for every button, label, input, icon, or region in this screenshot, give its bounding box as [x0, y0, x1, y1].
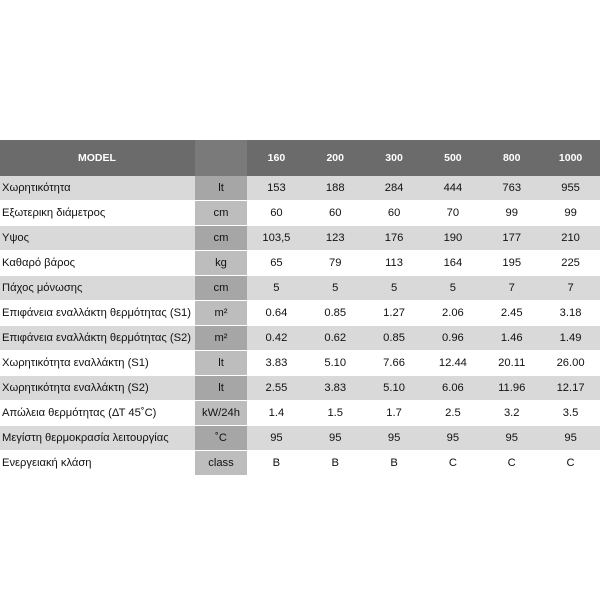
table-cell: 0.42 [247, 326, 306, 351]
table-cell: 11.96 [482, 376, 541, 401]
row-label: Επιφάνεια εναλλάκτη θερμότητας (S1) [0, 301, 195, 326]
table-cell: 95 [247, 426, 306, 451]
row-label: Ενεργειακή κλάση [0, 451, 195, 476]
table-cell: C [541, 451, 600, 476]
table-row [0, 451, 600, 476]
table-cell: 0.96 [423, 326, 482, 351]
row-unit: kW/24h [195, 401, 247, 426]
table-cell: 5.10 [306, 351, 365, 376]
table-cell: 70 [423, 201, 482, 226]
row-label: Επιφάνεια εναλλάκτη θερμότητας (S2) [0, 326, 195, 351]
table-row [0, 176, 600, 201]
table-cell: 0.85 [306, 301, 365, 326]
table-cell: 95 [482, 426, 541, 451]
row-label: Εξωτερικη διάμετρος [0, 201, 195, 226]
row-unit: cm [195, 201, 247, 226]
row-unit: lt [195, 351, 247, 376]
table-cell: 210 [541, 226, 600, 251]
row-label: Απώλεια θερμότητας (ΔΤ 45˚C) [0, 401, 195, 426]
table-cell: 1.46 [482, 326, 541, 351]
table-row [0, 326, 600, 351]
table-cell: 2.5 [423, 401, 482, 426]
table-cell: 164 [423, 251, 482, 276]
table-cell: 177 [482, 226, 541, 251]
table-cell: 60 [306, 201, 365, 226]
table-cell: 103,5 [247, 226, 306, 251]
table-cell: 123 [306, 226, 365, 251]
table-row [0, 201, 600, 226]
table-cell: 955 [541, 176, 600, 201]
table-cell: 95 [365, 426, 424, 451]
table-cell: 12.17 [541, 376, 600, 401]
table-cell: 3.18 [541, 301, 600, 326]
table-cell: 7 [482, 276, 541, 301]
table-cell: 5 [247, 276, 306, 301]
table-cell: 0.62 [306, 326, 365, 351]
model-col-header: 160 [247, 140, 306, 176]
table-row [0, 276, 600, 301]
table-cell: 95 [306, 426, 365, 451]
table-cell: 763 [482, 176, 541, 201]
table-cell: 20.11 [482, 351, 541, 376]
table-cell: 99 [541, 201, 600, 226]
row-label: Καθαρό βάρος [0, 251, 195, 276]
table-cell: 0.64 [247, 301, 306, 326]
row-unit: ˚C [195, 426, 247, 451]
table-cell: 95 [541, 426, 600, 451]
table-cell: 65 [247, 251, 306, 276]
row-unit: cm [195, 226, 247, 251]
table-row [0, 401, 600, 426]
table-row [0, 376, 600, 401]
table-cell: 5 [306, 276, 365, 301]
table-cell: 26.00 [541, 351, 600, 376]
table-cell: 1.5 [306, 401, 365, 426]
model-col-header: 500 [423, 140, 482, 176]
table-cell: 195 [482, 251, 541, 276]
table-cell: C [423, 451, 482, 476]
table-cell: B [365, 451, 424, 476]
table-cell: 12.44 [423, 351, 482, 376]
model-col-header: 1000 [541, 140, 600, 176]
table-cell: 1.49 [541, 326, 600, 351]
table-row [0, 226, 600, 251]
row-unit: m² [195, 326, 247, 351]
table-cell: 1.4 [247, 401, 306, 426]
table-cell: 3.5 [541, 401, 600, 426]
table-cell: 113 [365, 251, 424, 276]
row-unit: lt [195, 376, 247, 401]
table-cell: 60 [247, 201, 306, 226]
table-row [0, 301, 600, 326]
table-cell: 7.66 [365, 351, 424, 376]
table-cell: B [306, 451, 365, 476]
table-cell: 2.55 [247, 376, 306, 401]
table-cell: 1.7 [365, 401, 424, 426]
table-cell: 176 [365, 226, 424, 251]
table-cell: 95 [423, 426, 482, 451]
unit-header [195, 140, 247, 176]
table-cell: 3.83 [306, 376, 365, 401]
table-cell: 2.45 [482, 301, 541, 326]
table-cell: 3.2 [482, 401, 541, 426]
table-cell: 2.06 [423, 301, 482, 326]
table-row [0, 251, 600, 276]
table-cell: 5.10 [365, 376, 424, 401]
table-cell: 0.85 [365, 326, 424, 351]
table-cell: 190 [423, 226, 482, 251]
table-cell: 444 [423, 176, 482, 201]
table-cell: 6.06 [423, 376, 482, 401]
row-label: Πάχος μόνωσης [0, 276, 195, 301]
row-label: Υψος [0, 226, 195, 251]
table-row [0, 426, 600, 451]
row-unit: kg [195, 251, 247, 276]
table-cell: 79 [306, 251, 365, 276]
model-col-header: 200 [306, 140, 365, 176]
table-cell: 225 [541, 251, 600, 276]
table-cell: 99 [482, 201, 541, 226]
model-header: MODEL [0, 140, 195, 176]
spec-table [0, 140, 600, 476]
row-label: Χωρητικότητα εναλλάκτη (S1) [0, 351, 195, 376]
table-cell: 5 [365, 276, 424, 301]
table-cell: B [247, 451, 306, 476]
model-col-header: 800 [482, 140, 541, 176]
row-unit: cm [195, 276, 247, 301]
table-cell: 284 [365, 176, 424, 201]
header-row [0, 140, 600, 176]
table-cell: C [482, 451, 541, 476]
table-row [0, 351, 600, 376]
table-cell: 60 [365, 201, 424, 226]
table-cell: 5 [423, 276, 482, 301]
table-cell: 153 [247, 176, 306, 201]
row-unit: m² [195, 301, 247, 326]
table-cell: 188 [306, 176, 365, 201]
model-col-header: 300 [365, 140, 424, 176]
row-unit: lt [195, 176, 247, 201]
table-cell: 1.27 [365, 301, 424, 326]
row-unit: class [195, 451, 247, 476]
row-label: Μεγίστη θερμοκρασία λειτουργίας [0, 426, 195, 451]
row-label: Χωρητικότητα [0, 176, 195, 201]
row-label: Χωρητικότητα εναλλάκτη (S2) [0, 376, 195, 401]
table-cell: 3.83 [247, 351, 306, 376]
table-cell: 7 [541, 276, 600, 301]
